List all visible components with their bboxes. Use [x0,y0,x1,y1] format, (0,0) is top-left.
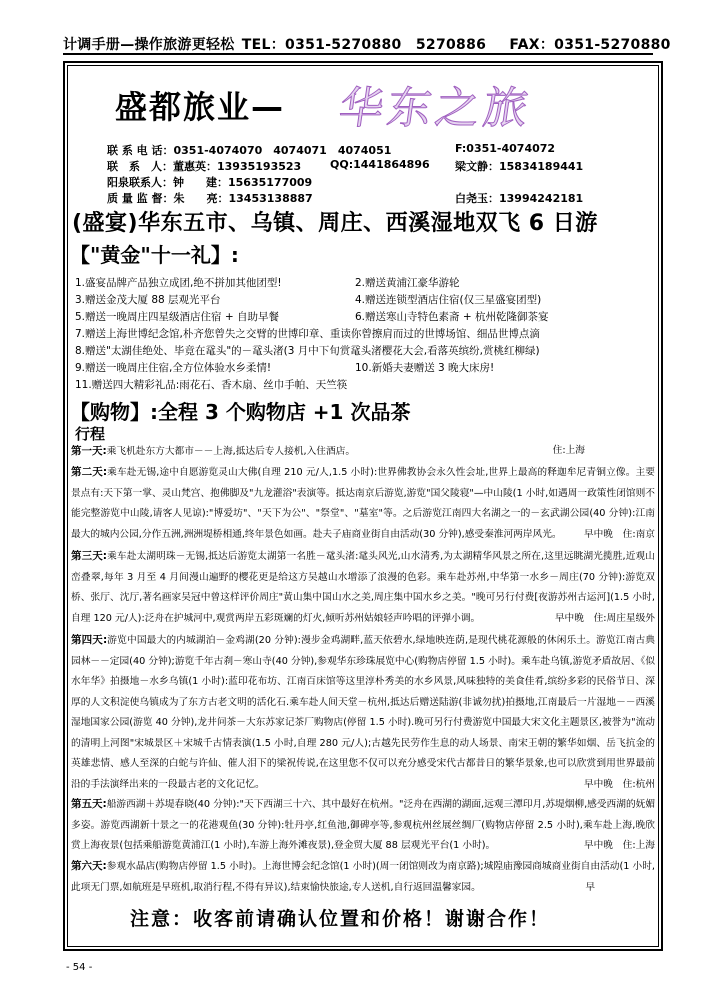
day-text: 游览中国最大的内城湖泊－金鸡湖(20 分钟):漫步金鸡湖畔,蓝天依碧水,绿地映连荫,是现代桃花源般的休闲乐土。游览江南古典园林－－定园(40 分钟);游览千年古刹－寒山寺(40 分钟),参观华东珍珠展览中心(购物店停留 1.5 小时)。乘车赴乌镇,游览矛盾故居、《似水年华》拍摄地－水乡乌镇(1 小时):蓝印花布坊、江南百床馆等这里淳朴秀美的水乡风景,风味独特的美食佳肴,缤纷多彩的民俗节日、深厚的人文积淀使乌镇成为了东方古老文明的活化石.乘车赴人间天堂－杭州,抵达后赠送陆游(非诚勿扰)拍摄地,江南最后一片湿地－－西溪湿地国家公园(游览 40 分钟),龙井问茶－大东苏家记茶厂购物店(停留 1.5 小时).晚可另行付费游览中国最大宋文化主题景区,被誉为"流动的清明上河图"宋城景区＋宋城千古情表演(1.5 小时,自理 280 元/人);古越先民劳作生息的动人场景、南宋王朝的繁华如烟、岳飞抗金的英雄悲情、感人至深的白蛇与许仙、催人泪下的梁祝传说,在这里您不仅可以充分感受宋代古都昔日的繁华景象,也可以欣赏到用世界最前沿的手法演绎出来的一段最古老的文化记忆。 [71,635,655,790]
notice-text: 注意：收客前请确认位置和价格！谢谢合作！ [130,908,551,930]
header-tel: TEL：0351-5270880 5270886 [241,37,487,53]
header-fax: FAX：0351-5270880 [509,37,671,53]
contact-quality2: 白尧玉：13994242181 [455,192,584,205]
day-text: 乘飞机赴东方大都市－－上海,抵达后专人接机,入住酒店。 [106,446,356,457]
day-label: 第三天: [71,550,108,562]
contact-yangquan: 阳泉联系人：钟 建：15635177009 [107,176,313,189]
itinerary-label: 行程 [75,425,106,443]
handbook-slogan: 计调手册—操作旅游更轻松 [63,37,235,53]
day-label: 第一天: [71,445,107,457]
gift-item: 6.赠送寒山寺特色素斋 + 杭州乾隆御茶宴 [355,311,549,323]
day-meal: 住:上海 [552,445,585,456]
header-divider [63,53,653,55]
day-label: 第五天: [71,798,107,810]
day-text: 船游西湖＋苏堤春晓(40 分钟):"天下西湖三十六、其中最好在杭州。"泛舟在西湖的湖面,远观三潭印月,苏堤烟柳,感受西湖的妩媚多姿。游览西湖新十景之一的花港观鱼(30 分钟):牡丹亭,红鱼池,御碑亭等,参观杭州丝展丝绸厂(购物店停留 2.5 小时),乘车赴上海,晚欣赏上海夜景(包括乘船游览黄浦江(1 小时),车游上海外滩夜景),登金贸大厦 88 层观光平台(1 小时)。 [71,799,656,851]
gift-item: 5.赠送一晚周庄四星级酒店住宿 + 自助早餐 [75,311,279,323]
day-block-2 [71,462,655,545]
page-number: - 54 - [66,962,93,973]
company-name: 盛都旅业— [115,88,286,126]
day-label: 第四天: [71,634,108,646]
day-block-3 [71,546,655,629]
gift-item: 10.新婚夫妻赠送 3 晚大床房! [355,362,495,374]
gift-item: 11.赠送四大精彩礼品:雨花石、香木扇、丝巾手帕、天竺筷 [75,379,348,391]
contact-quality: 质 量 监 督：朱 亮：13453138887 [107,192,313,205]
day-text: 参观水晶店(购物店停留 1.5 小时)。上海世博会纪念馆(1 小时)(周一闭馆则改为南京路);城隍庙豫园商城商业街自由活动(1 小时,此项无门票,如航班是早班机,取消行程,不得有异议),结束愉快旅途,专人送机,自行返回温馨家园。 [71,861,655,893]
art-title: 华东之旅 [335,83,535,134]
day-text: 乘车赴无锡,途中自愿游览灵山大佛(自理 210 元/人,1.5 小时):世界佛教协会永久性会址,世界上最高的释迦牟尼青铜立像。主要景点有:天下第一掌、灵山梵宫、抱佛脚及"九龙灌浴"表演等。抵达南京后游览,游览"国父陵寝"—中山陵(1 小时,如遇周一政策性闭馆则不能完整游览中山陵,请客人见谅):"博爱坊"、"天下为公"、"祭堂"、"墓室"等。之后游览江南四大名湖之一的－玄武湖公园(40 分钟):江南最大的城内公园,分作五洲,洲洲堤桥相通,终年景色如画。赴夫子庙商业街自由活动(30 分钟),感受秦淮河两岸风光。 [71,467,655,540]
shopping-heading: 【购物】:全程 3 个购物店 +1 次品茶 [70,400,411,424]
day-meal: 早中晚 住:周庄星级外 [554,612,655,624]
contact-qq: QQ:1441864896 [330,158,430,171]
contact-person1: 联 系 人：董惠英：13935193523 [107,160,302,173]
day-block-6 [71,856,655,898]
gift-item: 9.赠送一晚周庄住宿,全方位体验水乡柔情! [75,362,272,374]
contact-person2: 梁文静：15834189441 [455,160,584,173]
day-meal: 早中晚 住:杭州 [583,778,655,790]
day-meal: 早 [585,881,595,893]
gift-item: 8.赠送"太湖佳绝处、毕竟在鼋头"的－鼋头渚(3 月中下旬赏鼋头渚樱花大会,看落英缤纷,赏桃红柳绿) [75,345,540,357]
day-meal: 早中晚 住:南京 [583,528,655,540]
contact-fax: F:0351-4074072 [455,142,556,155]
gift-item: 3.赠送金茂大厦 88 层观光平台 [75,294,221,306]
gifts-heading: 【"黄金"十一礼】: [70,243,239,267]
gift-item: 2.赠送黄浦江豪华游轮 [355,277,460,289]
day-block-5 [71,794,655,857]
contact-phone: 联 系 电 话：0351-4074070 4074071 4074051 [107,144,392,157]
gift-item: 7.赠送上海世博纪念馆,朴齐您曾失之交臂的世博印章、重读你曾擦肩而过的世博场馆、细品世博点滴 [75,328,540,340]
day-block-1 [71,441,655,463]
gift-item: 1.盛宴品牌产品独立成团,绝不拼加其他团型! [75,277,282,289]
day-block-4 [71,630,655,795]
tour-title: (盛宴)华东五市、乌镇、周庄、西溪湿地双飞 6 日游 [72,211,598,236]
day-meal: 早中晚 住:上海 [583,840,655,851]
day-label: 第六天: [71,860,107,872]
day-text: 乘车赴太湖明珠－无锡,抵达后游览太湖第一名胜－鼋头渚:鼋头风光,山水清秀,为太湖精华风景之所在,这里远眺湖光揽胜,近观山峦叠翠,每年 3 月至 4 月间漫山遍野的樱花更是给这方吴越山水增添了浪漫的色彩。乘车赴苏州,中华第一水乡－周庄(70 分钟):游览双桥、张厅、沈厅,著名画家吴冠中曾这样评价周庄"黄山集中国山水之美,周庄集中国水乡之美。"晚可另行付费[夜游苏州古运河](1.5 小时,自理 120 元/人):泛舟在护城河中,观赏两岸五彩斑斓的灯火,倾听苏州姑娘轻声吟唱的评弹小调。 [71,551,655,624]
day-label: 第二天: [71,466,108,478]
gift-item: 4.赠送连锁型酒店住宿(仅三星盛宴团型) [355,294,542,306]
header-bar [63,34,671,54]
